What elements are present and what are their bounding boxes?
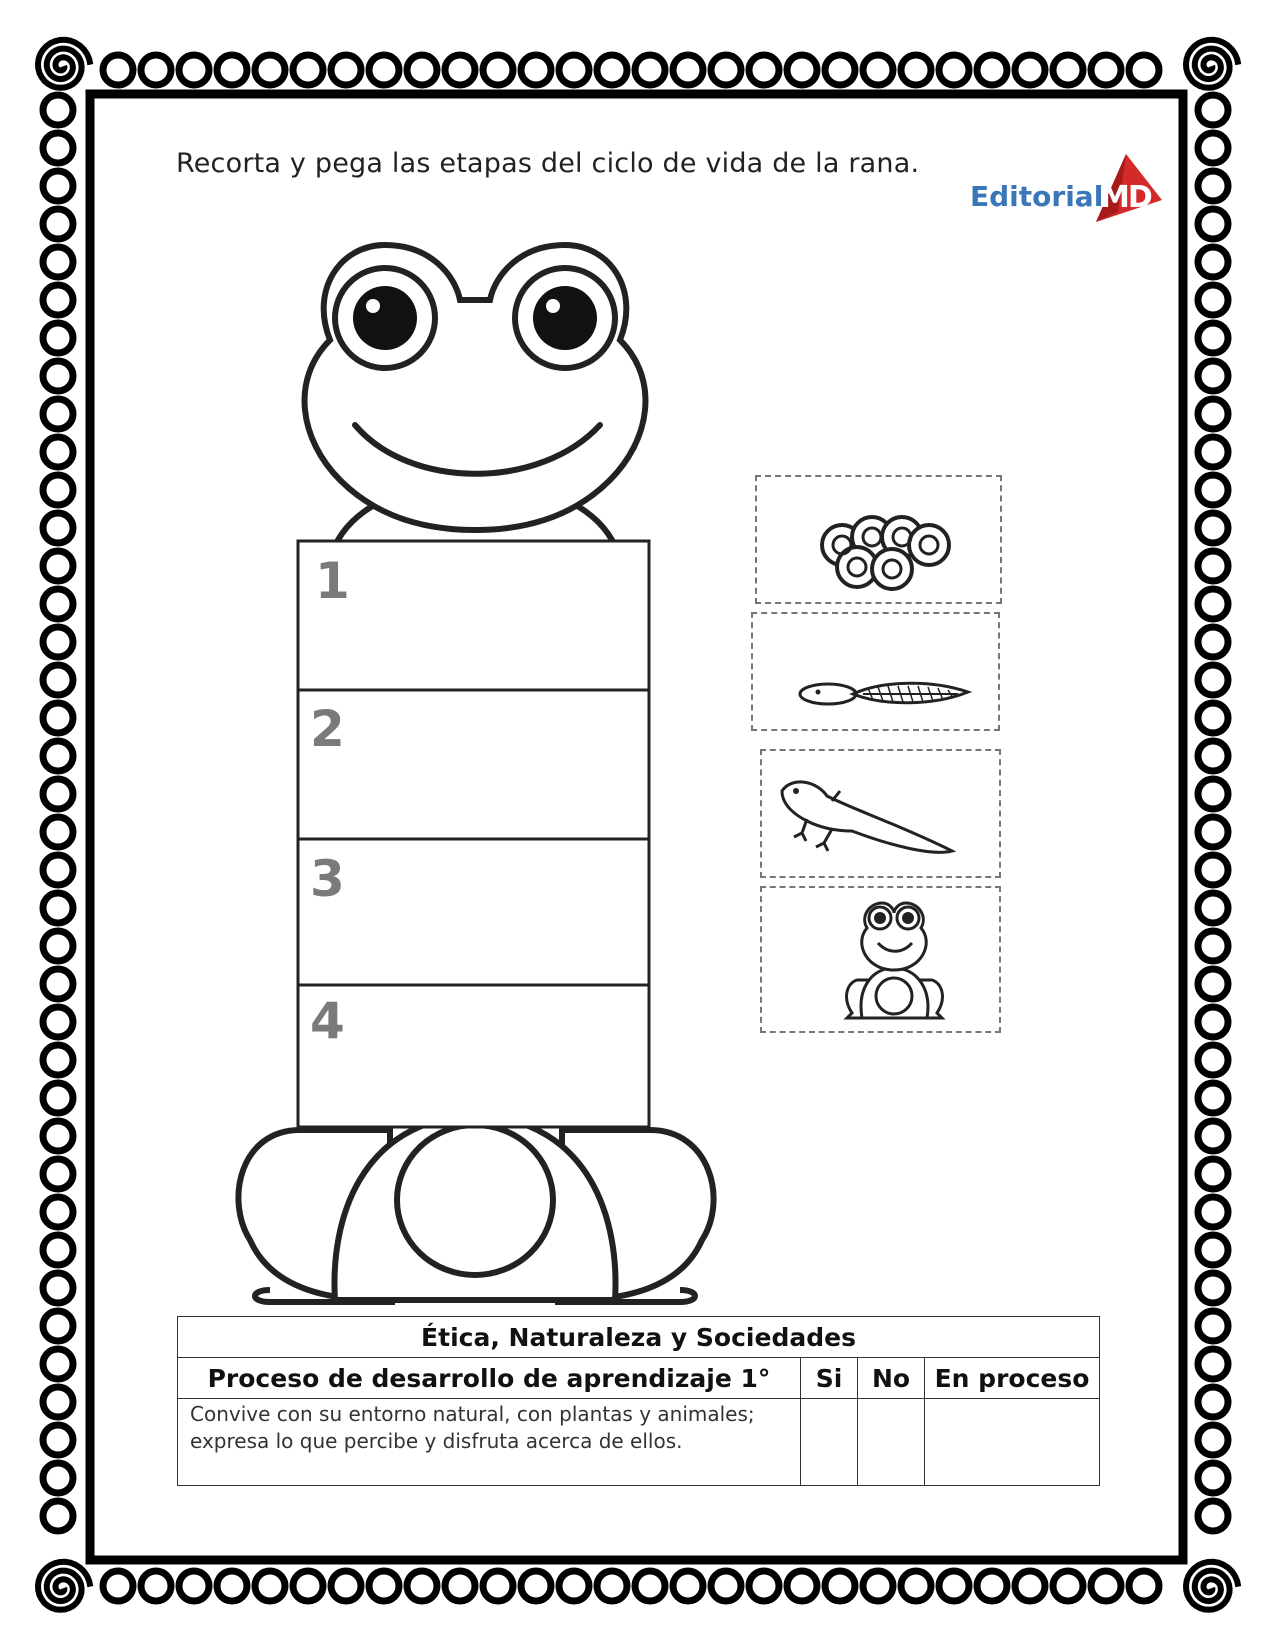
header-learning-process: Proceso de desarrollo de aprendizaje 1°	[178, 1358, 801, 1399]
stage-slot-3-box	[298, 839, 649, 985]
stage-slot-2-number: 2	[310, 700, 345, 758]
cut-out-card-eggs[interactable]	[755, 475, 1002, 604]
frog-belly	[397, 1125, 553, 1275]
evaluation-table	[177, 1316, 1100, 1486]
cut-out-card-adult-frog[interactable]	[760, 886, 1001, 1033]
frog-left-pupil	[353, 286, 417, 350]
cell-no[interactable]	[858, 1399, 925, 1486]
header-si: Si	[801, 1358, 858, 1399]
table-row	[178, 1399, 1100, 1486]
tadpole-icon	[753, 614, 998, 729]
instruction-text: Recorta y pega las etapas del ciclo de vida de la rana.	[176, 148, 920, 179]
froglet-icon	[762, 751, 999, 876]
stage-slot-4-box	[298, 985, 649, 1127]
cut-out-card-tadpole[interactable]	[751, 612, 1000, 731]
stage-slot-1-box	[298, 541, 649, 690]
publisher-name: Editorial	[970, 180, 1104, 213]
cell-en-proceso[interactable]	[925, 1399, 1100, 1486]
header-en-proceso: En proceso	[925, 1358, 1100, 1399]
stage-slot-2-box	[298, 690, 649, 839]
evaluation-table-title: Ética, Naturaleza y Sociedades	[178, 1317, 1100, 1358]
row-description: Convive con su entorno natural, con plantas y animales; expresa lo que percibe y disfruta acerca de ellos.	[178, 1399, 801, 1486]
publisher-mark: MD	[1100, 180, 1151, 215]
cut-out-card-froglet[interactable]	[760, 749, 1001, 878]
cell-si[interactable]	[801, 1399, 858, 1486]
stage-slot-1-number: 1	[315, 552, 350, 610]
stage-slot-3-number: 3	[310, 850, 345, 908]
header-no: No	[858, 1358, 925, 1399]
stage-slot-4-number: 4	[310, 992, 345, 1050]
frog-right-pupil	[533, 286, 597, 350]
frog-eggs-icon	[757, 477, 1000, 602]
adult-frog-icon	[762, 888, 999, 1031]
